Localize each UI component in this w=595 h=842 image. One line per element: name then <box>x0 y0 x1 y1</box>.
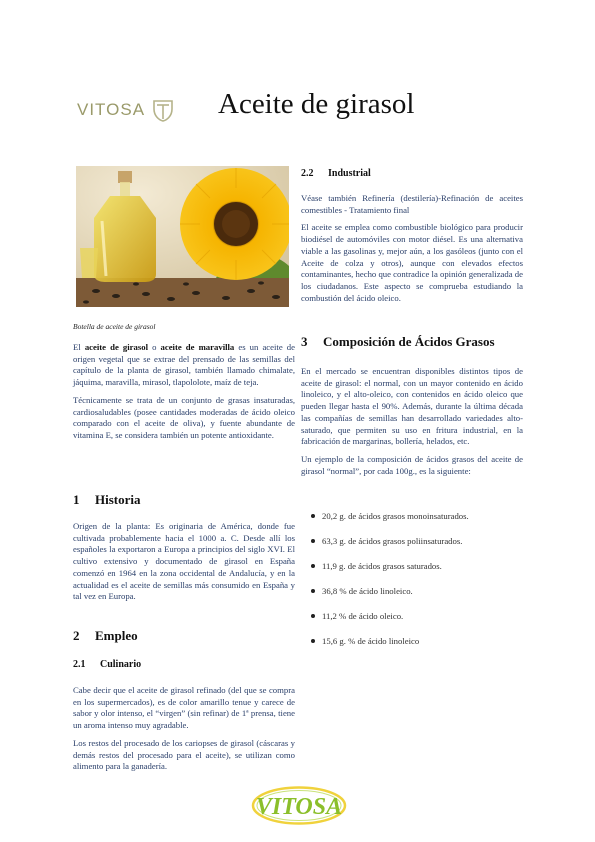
culinario-paragraph-1: Cabe decir que el aceite de girasol refinado (del que se compra en los supermercados), es de color amarillo tenue y carece de sabor y olor intenso, el “virgen” (sin refinar) de 1ª prensa, tiene un aroma intenso muy agradable. <box>73 685 295 731</box>
intro-paragraph-1: El aceite de girasol o aceite de maravilla es un aceite de origen vegetal que se extrae del prensado de las semillas del capítulo de la planta de girasol, también llamado chimalate, jáquima, maravilla, mirasol, tlapololote, maíz de teja. <box>73 342 295 388</box>
logo-text: VITOSA <box>77 100 146 119</box>
list-item: 11,9 g. de ácidos grasos saturados. <box>311 561 442 571</box>
bullet-icon <box>311 539 315 543</box>
heading-composicion: 3 Composición de Ácidos Grasos <box>301 334 495 349</box>
heading-culinario: 2.1 Culinario <box>73 659 142 670</box>
list-item: 63,3 g. de ácidos grasos poliinsaturados. <box>311 536 462 546</box>
vitosa-logo-bottom <box>250 784 348 827</box>
intro-block <box>73 342 295 448</box>
bullet-icon <box>311 614 315 618</box>
bullet-icon <box>311 564 315 568</box>
list-item: 15,6 g. % de ácido linoleico <box>311 636 419 646</box>
composicion-paragraph-1: En el mercado se encuentran disponibles distintos tipos de aceite de girasol: el normal, con un mayor contenido en ácido linoleico, y el alto-oleico, con contenidos en ácido oleico que pueden llegar hasta el 90%. Además, durante la última década las compañías de semillas han desarrollado variedades alto-saturado, que permiten su uso en fritura industrial, en la fabricación de margarinas, bollería, helados, etc. <box>301 366 523 447</box>
heading-historia: 1 Historia <box>73 492 141 507</box>
list-item: 36,8 % de ácido linoleico. <box>311 586 413 596</box>
historia-paragraph: Origen de la planta: Es originaria de América, donde fue cultivada probablemente hacia el 1000 a. C. Desde allí los españoles la exportaron a Europa a principios del siglo XVI. El cultivo extensivo y documentado de girasol en España comenzó en 1964 en la zona occidental de Andalucía, y en la actualidad es el aceite de semillas más consumido en España y tal vez en Europa. <box>73 521 295 602</box>
bullet-icon <box>311 514 315 518</box>
industrial-paragraph-1: Véase también Refinería (destilería)-Refinación de aceites comestibles - Tratamiento final <box>301 193 523 215</box>
culinario-block <box>73 685 295 779</box>
culinario-paragraph-2: Los restos del procesado de los cariopses de girasol (cáscaras y demás restos del procesado para el aceite), se utilizan como alimento para la ganadería. <box>73 737 295 772</box>
figure-caption: Botella de aceite de girasol <box>73 322 156 331</box>
composicion-paragraph-2: Un ejemplo de la composición de ácidos grasos del aceite de girasol “normal”, por cada 100g., es la siguiente: <box>301 453 523 476</box>
fatty-acid-list <box>301 0 523 842</box>
heading-empleo: 2 Empleo <box>73 628 138 643</box>
footer-logo-text: VITOSA <box>255 794 343 820</box>
intro-paragraph-2: Técnicamente se trata de un conjunto de grasas insaturadas, cardiosaludables (posee cantidades moderadas de ácido oleico comparado con el aceite de oliva), y fuente abundante de vitamina E, se considera también un potente antioxidante. <box>73 394 295 440</box>
list-item: 20,2 g. de ácidos grasos monoinsaturados. <box>311 511 469 521</box>
page-title: Aceite de girasol <box>218 88 415 120</box>
sunflower-oil-photo <box>76 166 289 307</box>
bullet-icon <box>311 589 315 593</box>
heading-industrial: 2.2 Industrial <box>301 168 371 179</box>
bullet-icon <box>311 639 315 643</box>
tulip-shield-icon <box>150 97 176 123</box>
industrial-paragraph-2: El aceite se emplea como combustible biológico para producir biodiésel de automóviles con motor diésel. Es una alternativa viable a las gasolinas y, mejor aún, a los gasóleos (junto con el Aceite de colza y otros), aunque con elevados efectos contaminantes, hecho que contradice la opinión generalizada de los ciudadanos. Este aspecto se comprueba estudiando la combustión del ácido oleico. <box>301 222 523 303</box>
vitosa-logo-top <box>77 97 176 123</box>
list-item: 11,2 % de ácido oleico. <box>311 611 403 621</box>
historia-block <box>73 521 295 609</box>
